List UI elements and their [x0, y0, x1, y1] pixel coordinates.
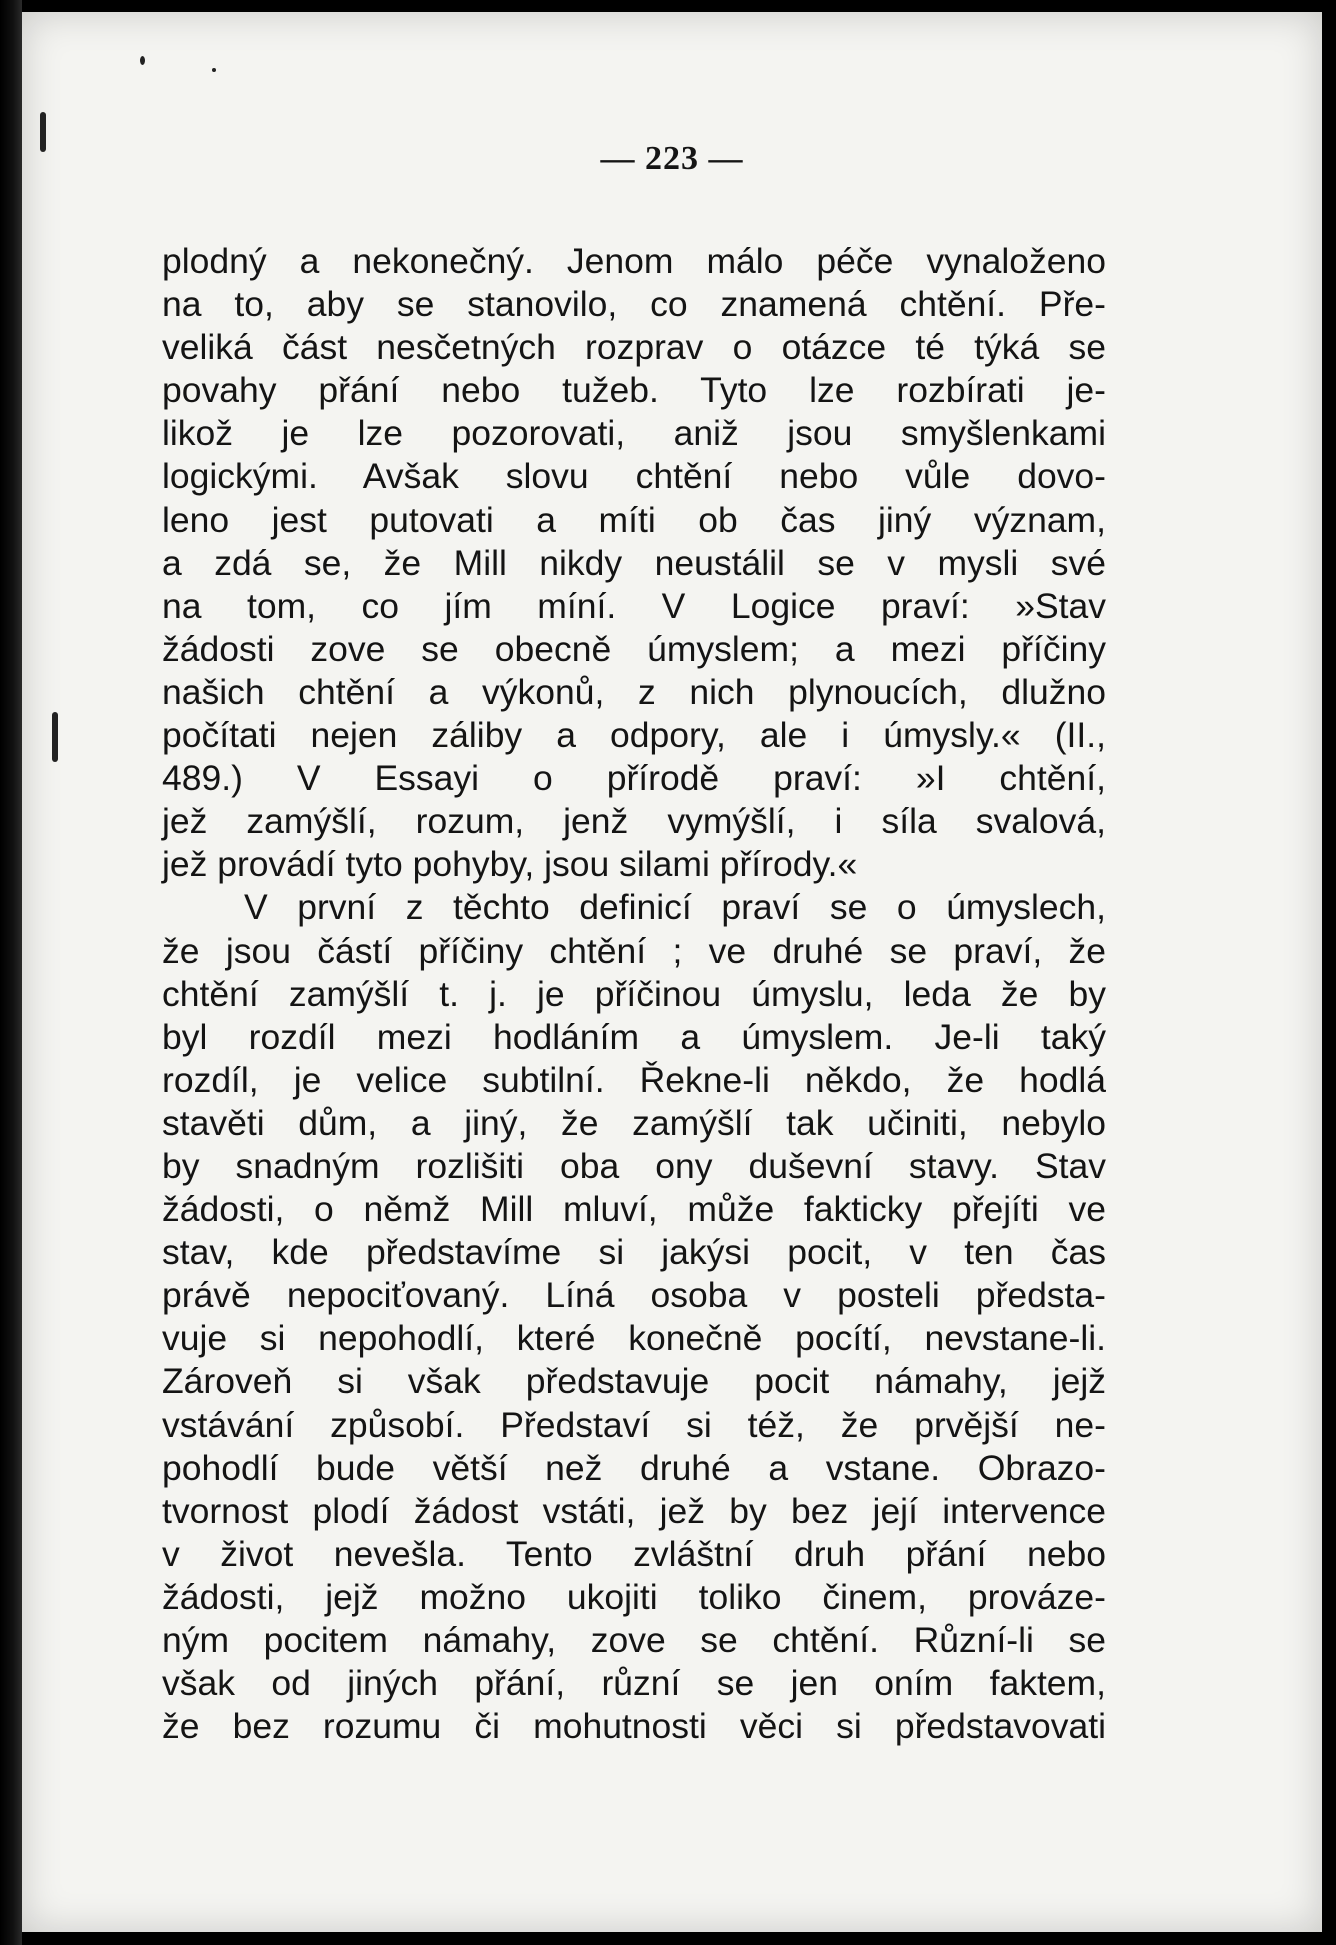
text-line: našich chtění a výkonů, z nich plynoucích, dlužno — [162, 671, 1106, 712]
text-line: že bez rozumu či mohutnosti věci si představovati — [162, 1706, 1106, 1747]
text-line: Zároveň si však představuje pocit námahy, jejž — [162, 1361, 1106, 1402]
text-line: likož je lze pozorovati, aniž jsou smyšlenkami — [162, 413, 1106, 454]
text-line: 489.) V Essayi o přírodě praví: »I chtění, — [162, 758, 1106, 799]
ink-smudge — [140, 56, 145, 65]
text-line: jež provádí tyto pohyby, jsou silami přírody.« — [162, 844, 858, 885]
text-line: na tom, co jím míní. V Logice praví: »Stav — [162, 585, 1106, 626]
text-line: byl rozdíl mezi hodláním a úmyslem. Je-li taký — [162, 1016, 1106, 1057]
text-line: žádosti zove se obecně úmyslem; a mezi příčiny — [162, 628, 1106, 669]
scan-edge-right — [1322, 0, 1336, 1945]
text-line: vuje si nepohodlí, které konečně pocítí, nevstane-li. — [162, 1318, 1106, 1359]
text-line: veliká část nesčetných rozprav o otázce té týká se — [162, 327, 1106, 368]
text-line: a zdá se, že Mill nikdy neustálil se v mysli své — [162, 542, 1106, 583]
page-number: — 223 — — [600, 140, 744, 177]
text-line: žádosti, jejž možno ukojiti toliko činem, prováze- — [162, 1576, 1106, 1617]
text-line: že jsou částí příčiny chtění ; ve druhé se praví, že — [162, 930, 1106, 971]
text-line: chtění zamýšlí t. j. je příčinou úmyslu, leda že by — [162, 973, 1106, 1014]
text-line: ným pocitem námahy, zove se chtění. Různí-li se — [162, 1620, 1106, 1660]
text-line: vstávání způsobí. Představí si též, že prvější ne- — [162, 1404, 1106, 1445]
text-line: jež zamýšlí, rozum, jenž vymýšlí, i síla svalová, — [162, 801, 1106, 842]
text-line: právě nepociťovaný. Líná osoba v posteli předsta- — [162, 1275, 1106, 1316]
text-line: rozdíl, je velice subtilní. Řekne-li někdo, že hodlá — [162, 1059, 1106, 1100]
text-line: počítati nejen záliby a odpory, ale i úmysly.« (II., — [162, 715, 1106, 756]
text-line: leno jest putovati a míti ob čas jiný význam, — [162, 499, 1106, 540]
book-page — [22, 12, 1322, 1932]
ink-smudge — [52, 712, 58, 762]
scan-edge-left — [0, 0, 22, 1945]
text-line: logickými. Avšak slovu chtění nebo vůle dovo- — [162, 456, 1106, 497]
text-line: by snadným rozlišiti oba ony duševní stavy. Stav — [162, 1145, 1106, 1186]
text-line: pohodlí bude větší než druhé a vstane. Obrazo- — [162, 1447, 1106, 1488]
text-line: V první z těchto definicí praví se o úmyslech, — [244, 887, 1106, 928]
text-line: v život nevešla. Tento zvláštní druh přání nebo — [162, 1533, 1106, 1574]
text-line: stav, kde představíme si jakýsi pocit, v ten čas — [162, 1232, 1106, 1273]
body-text — [162, 240, 1106, 1748]
text-line: plodný a nekonečný. Jenom málo péče vynaloženo — [162, 241, 1106, 281]
ink-smudge — [212, 68, 216, 72]
text-line: žádosti, o němž Mill mluví, může fakticky přejíti ve — [162, 1189, 1106, 1230]
text-line: však od jiných přání, různí se jen oním faktem, — [162, 1663, 1106, 1704]
text-line: povahy přání nebo tužeb. Tyto lze rozbírati je- — [162, 370, 1106, 411]
text-line: na to, aby se stanovilo, co znamená chtění. Pře- — [162, 284, 1106, 325]
text-line: tvornost plodí žádost vstáti, jež by bez její intervence — [162, 1490, 1106, 1531]
text-line: stavěti dům, a jiný, že zamýšlí tak učiniti, nebylo — [162, 1102, 1106, 1143]
